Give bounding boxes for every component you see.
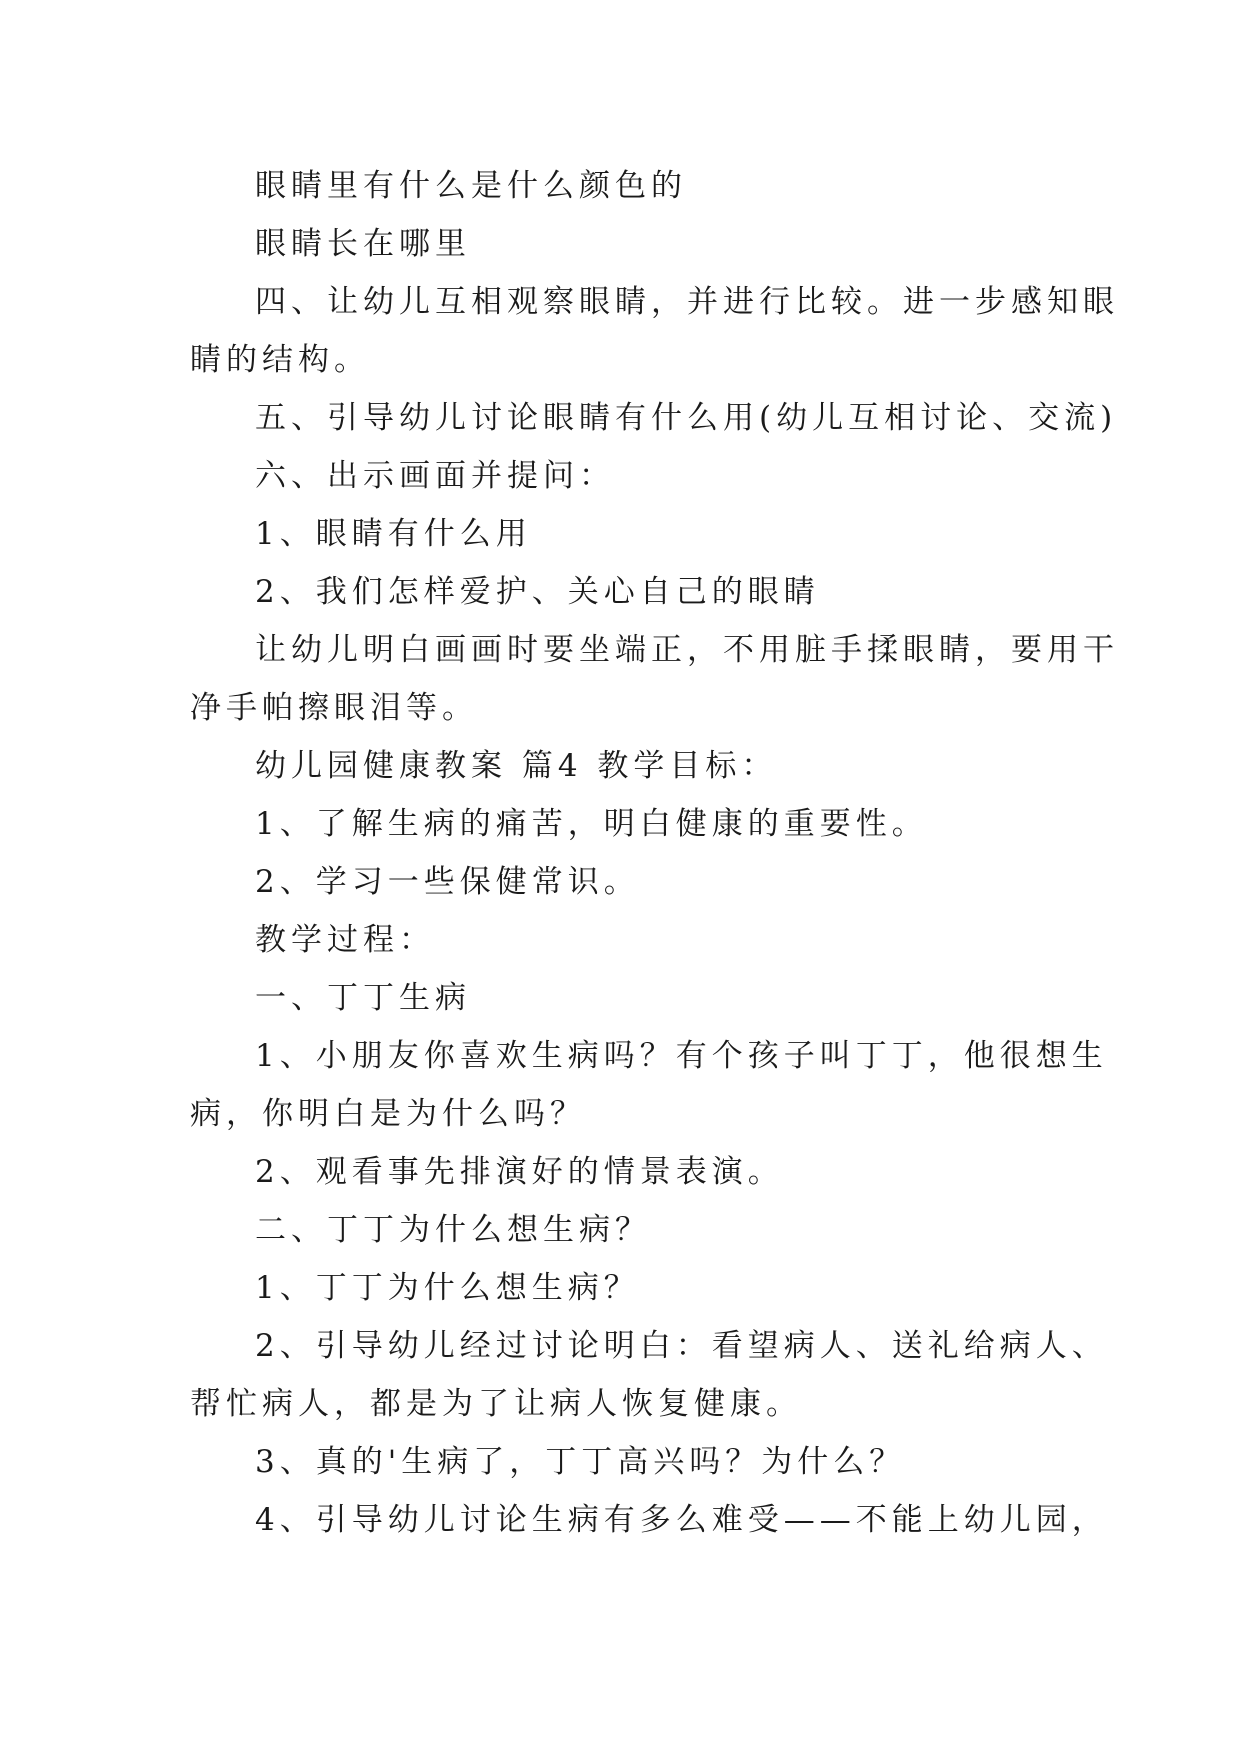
text-line: 2、学习一些保健常识。 [255, 864, 640, 900]
text-line: 病，你明白是为什么吗？ [190, 1096, 586, 1132]
text-line: 净手帕擦眼泪等。 [190, 690, 478, 726]
text-line: 教学过程： [255, 922, 435, 958]
text-line: 2、引导幼儿经过讨论明白：看望病人、送礼给病人、 [255, 1328, 1108, 1364]
text-line: 2、观看事先排演好的情景表演。 [255, 1154, 784, 1190]
section-heading: 幼儿园健康教案 篇4 教学目标： [255, 748, 778, 784]
text-line: 一、丁丁生病 [255, 980, 471, 1016]
text-line: 4、引导幼儿讨论生病有多么难受——不能上幼儿园， [255, 1502, 1108, 1538]
text-line: 3、真的'生病了，丁丁高兴吗？为什么？ [255, 1444, 906, 1480]
text-line: 眼睛长在哪里 [255, 226, 471, 262]
text-line: 1、小朋友你喜欢生病吗？有个孩子叫丁丁，他很想生 [255, 1038, 1108, 1074]
text-line: 四、让幼儿互相观察眼睛，并进行比较。进一步感知眼 [255, 284, 1119, 320]
text-line: 帮忙病人，都是为了让病人恢复健康。 [190, 1386, 802, 1422]
text-line: 2、我们怎样爱护、关心自己的眼睛 [255, 574, 820, 610]
text-line: 五、引导幼儿讨论眼睛有什么用(幼儿互相讨论、交流) [255, 400, 1118, 436]
text-line: 1、眼睛有什么用 [255, 516, 532, 552]
text-line: 让幼儿明白画画时要坐端正，不用脏手揉眼睛，要用干 [255, 632, 1119, 668]
text-line: 1、了解生病的痛苦，明白健康的重要性。 [255, 806, 928, 842]
text-line: 六、出示画面并提问： [255, 458, 615, 494]
text-line: 二、丁丁为什么想生病？ [255, 1212, 651, 1248]
text-line: 眼睛里有什么是什么颜色的 [255, 168, 687, 204]
text-line: 睛的结构。 [190, 342, 370, 378]
text-line: 1、丁丁为什么想生病？ [255, 1270, 640, 1306]
